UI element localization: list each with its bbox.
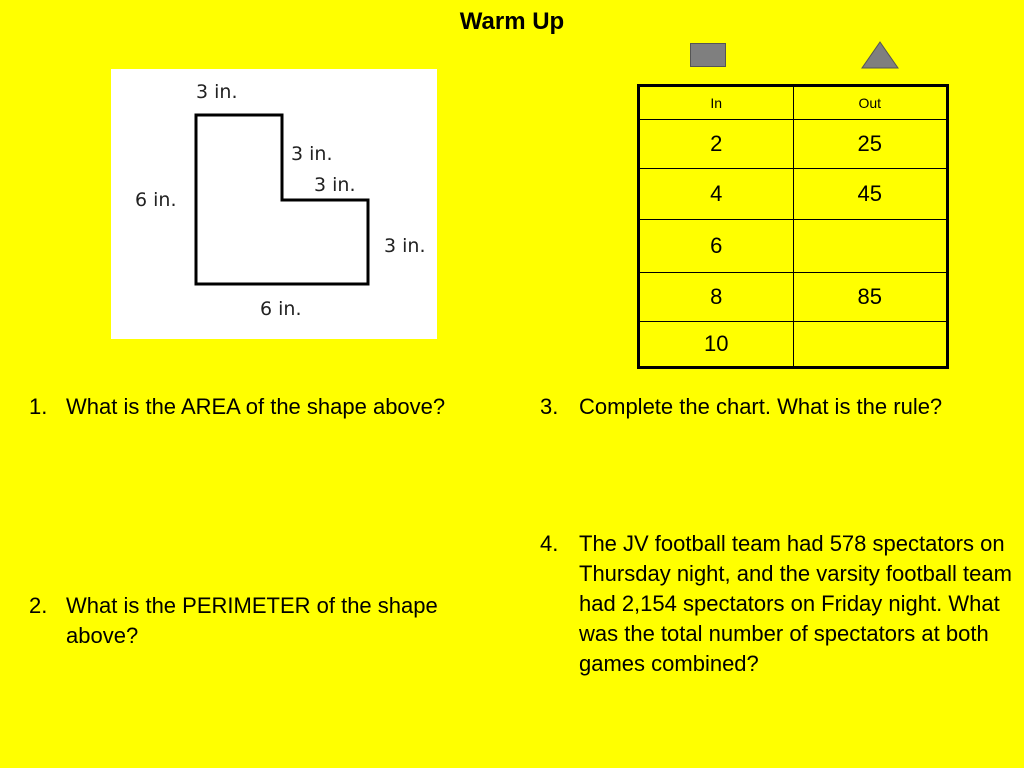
label-inner-vertical: 3 in. [291, 143, 333, 165]
table-row [639, 120, 948, 169]
question-2-number: 2. [29, 593, 48, 618]
table-row [639, 169, 948, 220]
label-left: 6 in. [135, 189, 177, 211]
cell-in: 4 [639, 169, 794, 220]
label-top: 3 in. [196, 81, 238, 103]
cell-in: 6 [639, 220, 794, 273]
header-in: In [639, 86, 794, 120]
label-inner-horizontal: 3 in. [314, 174, 356, 196]
input-output-table [637, 84, 949, 369]
question-4 [540, 529, 1015, 679]
question-4-text: The JV football team had 578 spectators on Thursday night, and the varsity football team had 2,154 spectators on Friday night. What was the total number of spectators at both games combined? [579, 531, 1012, 676]
l-shape-outline [196, 115, 368, 284]
question-2-text: What is the PERIMETER of the shape above? [66, 593, 438, 648]
question-3-text: Complete the chart. What is the rule? [579, 394, 943, 419]
question-1-number: 1. [29, 394, 48, 419]
question-1 [29, 392, 469, 422]
question-3 [540, 392, 1020, 422]
cell-out: 25 [793, 120, 948, 169]
cell-in: 2 [639, 120, 794, 169]
cell-out: 45 [793, 169, 948, 220]
table-row [639, 220, 948, 273]
table-row [639, 273, 948, 322]
l-shape-diagram [111, 69, 437, 339]
question-3-number: 3. [540, 394, 559, 419]
table-header-row [639, 86, 948, 120]
question-2 [29, 591, 504, 651]
question-1-text: What is the AREA of the shape above? [66, 394, 446, 419]
question-4-number: 4. [540, 531, 559, 556]
cell-in: 10 [639, 322, 794, 368]
gray-triangle-icon [861, 41, 899, 70]
header-out: Out [793, 86, 948, 120]
label-bottom: 6 in. [260, 298, 302, 320]
cell-in: 8 [639, 273, 794, 322]
cell-out [793, 322, 948, 368]
gray-square-icon [690, 43, 726, 67]
cell-out [793, 220, 948, 273]
slide-title: Warm Up [459, 8, 565, 35]
label-right: 3 in. [384, 235, 426, 257]
cell-out: 85 [793, 273, 948, 322]
l-shape-figure [111, 69, 437, 339]
table-row [639, 322, 948, 368]
